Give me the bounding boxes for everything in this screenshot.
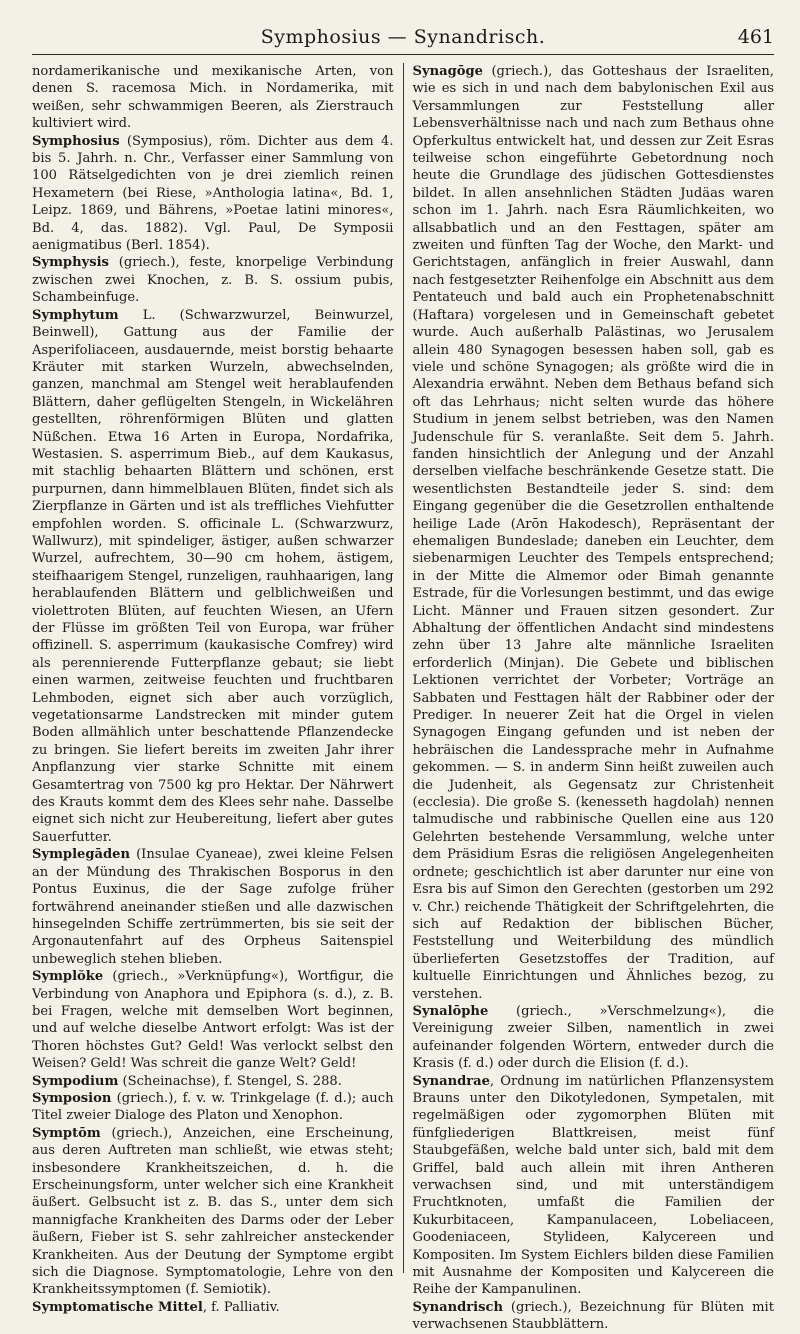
headword: Symphosius: [32, 133, 120, 149]
page-header: [32, 22, 774, 55]
headword: Synagōge: [412, 64, 483, 79]
entry-symphysis: Symphysis (griech.), feste, knorpelige Verbindung zwischen zwei Knochen, z. B. S. ossium pubis, Schambeinfuge.: [32, 255, 394, 306]
headword: Synandrae: [412, 1073, 490, 1089]
headword: Synandrisch: [412, 1299, 503, 1315]
entry-symposion: Symposion (griech.), f. v. w. Trinkgelage (f. d.); auch Titel zweier Dialoge des Platon und Xenophon.: [32, 1090, 394, 1124]
entry-symphytum: Symphytum L. (Schwarzwurzel, Beinwurzel, Beinwell), Gattung aus der Familie der Asperifoliaceen, ausdauernde, meist borstig behaarte Kräuter mit starken Wurzeln, abwechselnden, ganzen, manchmal am Stengel weit herablaufenden Blättern, daher geflügelten Stengeln, in Wickelähren gestellten, röhrenförmigen Blüten und glatten Nüßchen. Etwa 16 Arten in Europa, Nordafrika, Westasien. S. asperrimum Bieb., auf dem Kaukasus, mit stachlig behaarten Blättern und schönen, erst purpurnen, dann himmelblauen Blüten, findet sich als Zierpflanze in Gärten und ist als treffliches Viehfutter empfohlen worden. S. officinale L. (Schwarzwurz, Wallwurz), mit spindeliger, ästiger, außen schwarzer Wurzel, aufrechtem, 30—90 cm hohem, ästigem, steifhaarigem Stengel, runzeligen, rauhhaarigen, lang herablaufenden Blättern und gelblichweißen und violettroten Blüten, auf feuchten Wiesen, an Ufern der Flüsse im größten Teil von Europa, war früher offizinell. S. asperrimum (kaukasische Comfrey) wird als perennierende Futterpflanze gebaut; sie liebt einen warmen, zeitweise feuchten und fruchtbaren Lehmboden, eignet sich aber auch vorzüglich, vegetationsarme Landstrecken mit minder gutem Boden allmählich unter beschattende Pflanzendecke zu bringen. Sie liefert bereits im zweiten Jahr ihrer Anpflanzung vier starke Schnitte mit einem Gesamtertrag von 7500 kg pro Hektar. Der Nährwert des Krauts kommt dem des Klees sehr nahe. Dasselbe eignet sich nicht zur Heubereitung, liefert aber gutes Sauerfutter.: [32, 307, 394, 845]
entry-symptomatische-mittel: Symptomatische Mittel, f. Palliativ.: [32, 1299, 280, 1315]
entry-synandrae: Synandrae, Ordnung im natürlichen Pflanzensystem Brauns unter den Dikotyledonen, Sympetalen, mit regelmäßigen oder zygomorphen Blüten mit fünfgliederigen Blattkreisen, meist fünf Staubgefäßen, welche bald unter sich, bald mit dem Griffel, bald auch allein mit ihren Antheren verwachsen sind, und mit unterständigem Fruchtknoten, umfaßt die Familien der Kukurbitaceen, Kampanulaceen, Lobeliaceen, Goodeniaceen, Stylideen, Kalycereen und Kompositen. Im System Eichlers bilden diese Familien mit Ausnahme der Kompositen und Kalycereen die Reihe der Kampanulinen.: [412, 1073, 774, 1298]
headword: Symplŏke: [32, 969, 104, 985]
left-column: [32, 63, 403, 1315]
entry-synandrisch: Synandrisch (griech.), Bezeichnung für Blüten mit verwachsenen Staubblättern.: [412, 1299, 774, 1333]
right-column: [404, 63, 775, 1333]
headword: Symphysis: [32, 255, 109, 271]
entry-symphosius: Symphosius (Symposius), röm. Dichter aus dem 4. bis 5. Jahrh. n. Chr., Verfasser einer Sammlung von 100 Rätselgedichten von je drei ziemlich reinen Hexametern (bei Riese, »Anthologia latina«, Bd. 1, Leipz. 1869, und Bährens, »Poetae latini minores«, Bd. 4, das. 1882). Vgl. Paul, De Symposii aenigmatibus (Berl. 1854).: [32, 133, 394, 254]
entry-synagoge: Synagōge (griech.), das Gotteshaus der Israeliten, wie es sich in und nach dem babylonischen Exil aus Versammlungen zur Feststellung aller Lebensverhältnisse nach und nach zum Bethaus ohne Opferkultus entwickelt hat, und dessen zur Zeit Esras teilweise schon eingeführte Gebetordnung noch heute die Grundlage des jüdischen Gottesdienstes bildet. In allen ansehnlichen Städten Judäas waren schon im 1. Jahrh. nach Esra Räumlichkeiten, wo allsabbatlich und an den Festtagen, später am zweiten und fünften Tag der Woche, den Markt- und Gerichtstagen, anfänglich in freier Auswahl, dann nach festgesetzter Reihenfolge ein Abschnitt aus dem Pentateuch und bald auch ein Prophetenabschnitt (Haftara) vorgelesen und in Gemeinschaft gebetet wurde. Auch außerhalb Palästinas, wo Jerusalem allein 480 Synagogen besessen haben soll, gab es viele und schöne Synagogen; als größte wird die in Alexandria erwähnt. Neben dem Bethaus befand sich oft das Lehrhaus; nicht selten wurde das höhere Studium in jenem selbst betrieben, was den Namen Judenschule für S. veranlaßte. Seit dem 5. Jahrh. fanden hinsichtlich der Anlegung und der Anzahl derselben vielfache beschränkende Gesetze statt. Die wesentlichsten Bestandteile jeder S. sind: dem Eingang gegenüber die die Gesetzrollen enthaltende heilige Lade (Arōn Hakodesch), Repräsentant der ehemaligen Bundeslade; daneben ein Leuchter, dem siebenarmigen Leuchter des Tempels entsprechend; in der Mitte die Almemor oder Bimah genannte Estrade, für die Vorlesungen bestimmt, und das ewige Licht. Männer und Frauen sitzen gesondert. Zur Abhaltung der öffentlichen Andacht sind mindestens zehn über 13 Jahre alte männliche Israeliten erforderlich (Minjan). Die Gebete und biblischen Lektionen verrichtet der Vorbeter; Vorträge an Sabbaten und Festtagen hält der Rabbiner oder der Prediger. In neuerer Zeit hat die Orgel in vielen Synagogen Eingang gefunden und ist neben der hebräischen die Landessprache mehr in Aufnahme gekommen. — S. in anderm Sinn heißt zuweilen auch die Judenheit, als Gegensatz zur Christenheit (ecclesia). Die große S. (kenesseth hagdolah) nennen talmudische und rabbinische Quellen eine aus 120 Gelehrten bestehende Versammlung, welche unter dem Präsidium Esras die religiösen Angelegenheiten ordnete; geschichtlich ist aber darunter nur eine von Esra bis auf Simon den Gerechten (gestorben um 292 v. Chr.) reichende Thätigkeit der Schriftgelehrten, die sich auf Redaktion der biblischen Bücher, Feststellung und Weiterbildung des mündlich überlieferten Gesetzstoffes der Tradition, auf kultuelle Einrichtungen und Ähnliches bezog, zu verstehen.: [412, 64, 774, 1002]
entry-racemosa-continuation: nordamerikanische und mexikanische Arten, von denen S. racemosa Mich. in Nordamerika, mit weißen, sehr schwammigen Beeren, als Zierstrauch kultiviert wird.: [32, 64, 394, 132]
running-title: Symphosius — Synandrisch.: [260, 26, 546, 48]
page-number: 461: [737, 26, 774, 48]
entry-symploke: Symplŏke (griech., »Verknüpfung«), Wortfigur, die Verbindung von Anaphora und Epiphora (s. d.), z. B. bei Fragen, welche mit demselben Wort beginnen, und auf welche dieselbe Antwort erfolgt: Was ist der Thoren höchstes Gut? Geld! Was verlockt selbst den Weisen? Geld! Was schreit die ganze Welt? Geld!: [32, 969, 394, 1072]
entry-symptom: Symptōm (griech.), Anzeichen, eine Erscheinung, aus deren Auftreten man schließt, wie etwas steht; insbesondere Krankheitszeichen, d. h. die Erscheinungsform, unter welcher sich eine Krankheit äußert. Gelbsucht ist z. B. das S., unter dem sich mannigfache Krankheiten des Darms oder der Leber äußern, Fieber ist S. sehr zahlreicher ansteckender Krankheiten. Aus der Deutung der Symptome ergibt sich die Diagnose. Symptomatologie, Lehre von den Krankheitssymptomen (f. Semiotik).: [32, 1125, 394, 1298]
headword: Synalōphe: [412, 1003, 489, 1019]
entry-sympodium: Sympodium (Scheinachse), f. Stengel, S. 288.: [32, 1073, 342, 1089]
entry-synalophe: Synalōphe (griech., »Verschmelzung«), die Vereinigung zweier Silben, namentlich in zwei aufeinander folgenden Wörtern, entweder durch die Krasis (f. d.) oder durch die Elision (f. d.).: [412, 1003, 774, 1072]
headword: Symptōm: [32, 1125, 101, 1141]
entry-symplegaden: Symplegāden (Insulae Cyaneae), zwei kleine Felsen an der Mündung des Thrakischen Bosporus in den Pontus Euxinus, die der Sage zufolge früher fortwährend aneinander stießen und alle dazwischen hinsegelnden Schiffe zertrümmerten, bis sie seit der Argonautenfahrt auf des Orpheus Saitenspiel unbeweglich stehen blieben.: [32, 847, 394, 967]
text-columns: [32, 63, 774, 1333]
headword: Symplegāden: [32, 847, 131, 863]
headword: Symphytum: [32, 307, 119, 323]
headword: Symposion: [32, 1090, 112, 1106]
headword: Sympodium: [32, 1073, 119, 1089]
headword: Symptomatische Mittel: [32, 1299, 203, 1315]
